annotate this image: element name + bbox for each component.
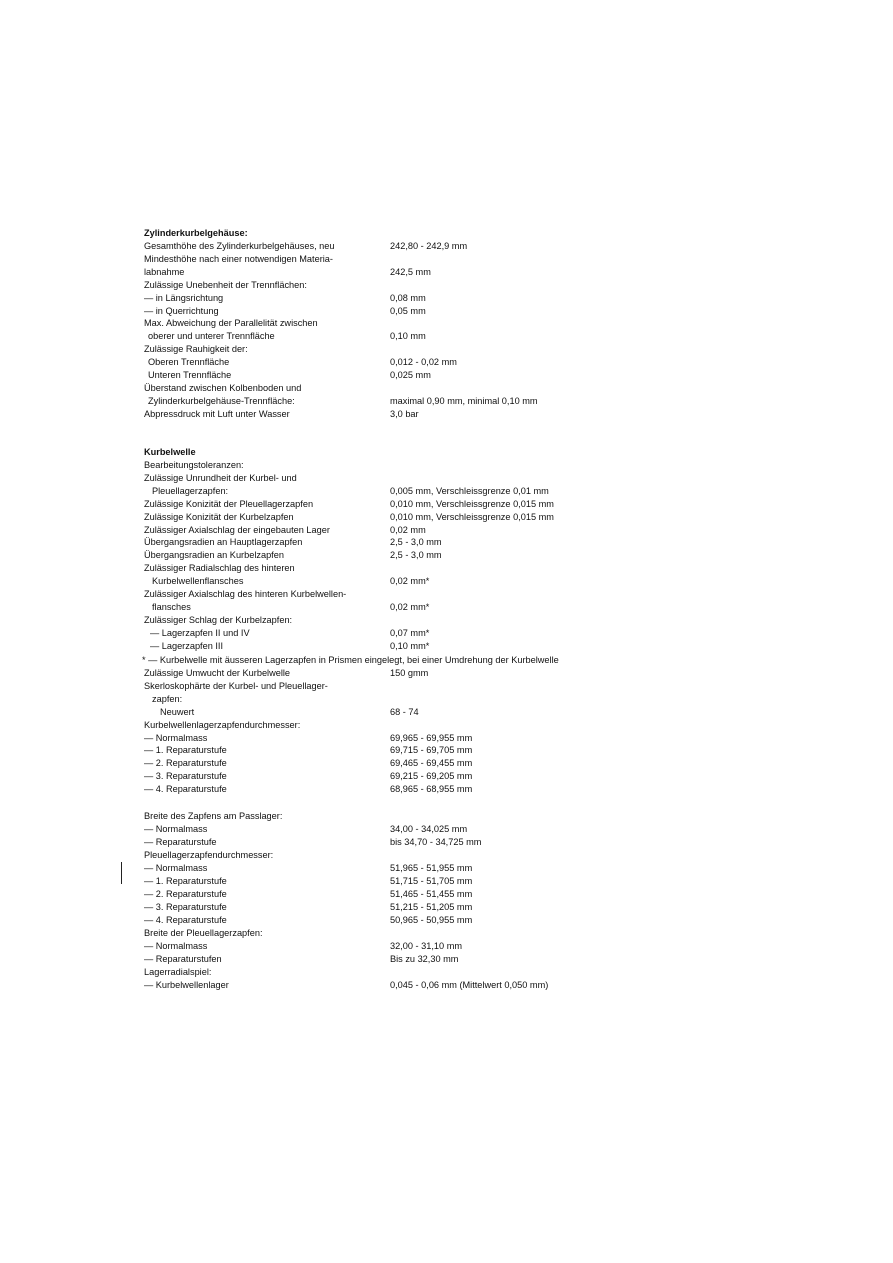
spec-label: Zulässige Konizität der Pleuellagerzapfen (144, 498, 314, 509)
spec-value: 242,5 mm (390, 266, 431, 277)
spec-label: Zulässiger Axialschlag der eingebauten Lager (144, 524, 330, 535)
spec-label: — 3. Reparaturstufe (144, 902, 227, 912)
spec-value: maximal 0,90 mm, minimal 0,10 mm (390, 395, 538, 406)
spec-label: Zulässige Konizität der Kurbelzapfen (144, 511, 294, 522)
spec-label: Unteren Trennfläche (148, 370, 232, 380)
spec-label: Bearbeitungstoleranzen: (144, 460, 244, 470)
section-heading-kurbelwelle: Kurbelwelle (144, 447, 196, 457)
spec-value: 0,02 mm (390, 524, 426, 535)
spec-label: — Lagerzapfen II und IV (150, 627, 250, 638)
spec-label: Überstand zwischen Kolbenboden und (144, 382, 302, 393)
spec-label: Zulässige Umwucht der Kurbelwelle (144, 668, 291, 678)
spec-label: — Reparaturstufe (144, 837, 217, 847)
spec-label: Breite des Zapfens am Passlager: (144, 811, 283, 821)
margin-change-bar (121, 862, 122, 884)
spec-value: 242,80 - 242,9 mm (390, 241, 468, 251)
spec-value: 51,465 - 51,455 mm (390, 889, 473, 899)
spec-value: 68 - 74 (390, 706, 419, 717)
spec-label: — Normalmass (144, 941, 208, 951)
spec-label: — 1. Reparaturstufe (144, 745, 227, 756)
spec-label: Pleuellagerzapfen: (152, 485, 229, 496)
spec-label: — Reparaturstufen (144, 954, 222, 964)
spec-value: 69,465 - 69,455 mm (390, 758, 473, 769)
spec-label: — 2. Reparaturstufe (144, 758, 227, 769)
spec-label: Gesamthöhe des Zylinderkurbelgehäuses, neu (144, 241, 335, 251)
spec-value: Bis zu 32,30 mm (390, 954, 459, 964)
spec-label: — Normalmass (144, 824, 208, 834)
spec-value: 51,715 - 51,705 mm (390, 876, 473, 886)
spec-label: Zulässiger Schlag der Kurbelzapfen: (144, 614, 293, 625)
spec-label: Kurbelwellenflansches (152, 576, 244, 587)
spec-label: flansches (152, 601, 191, 612)
spec-label: — in Längsrichtung (144, 292, 224, 303)
spec-value: 0,005 mm, Verschleissgrenze 0,01 mm (390, 485, 549, 496)
spec-value: 2,5 - 3,0 mm (390, 537, 442, 548)
footnote: * — Kurbelwelle mit äusseren Lagerzapfen in Prismen eingelegt, bei einer Umdrehung der Kurbelwelle (142, 655, 559, 665)
spec-value: 3,0 bar (390, 408, 419, 419)
spec-label: Zulässiger Axialschlag des hinteren Kurbelwellen- (144, 589, 347, 599)
spec-value: 51,215 - 51,205 mm (390, 902, 473, 912)
spec-label: Zulässige Unebenheit der Trennflächen: (144, 279, 307, 290)
spec-label: Abpressdruck mit Luft unter Wasser (144, 408, 290, 419)
spec-value: 0,10 mm* (390, 640, 430, 651)
spec-label: oberer und unterer Trennfläche (148, 331, 275, 342)
spec-label: labnahme (144, 266, 185, 277)
spec-label: Lagerradialspiel: (144, 967, 212, 977)
spec-value: 68,965 - 68,955 mm (390, 784, 473, 795)
spec-value: 0,010 mm, Verschleissgrenze 0,015 mm (390, 511, 554, 522)
spec-label: — 4. Reparaturstufe (144, 915, 227, 925)
spec-value: 69,215 - 69,205 mm (390, 771, 473, 782)
spec-label: — 2. Reparaturstufe (144, 889, 227, 899)
spec-value: 0,05 mm (390, 305, 426, 316)
spec-label: Mindesthöhe nach einer notwendigen Materia- (144, 253, 333, 264)
spec-value: 69,715 - 69,705 mm (390, 745, 473, 756)
spec-value: 0,08 mm (390, 292, 426, 303)
spec-value: 50,965 - 50,955 mm (390, 915, 473, 925)
spec-value: 0,02 mm* (390, 601, 430, 612)
spec-value: 0,025 mm (390, 370, 431, 380)
spec-label: Übergangsradien an Hauptlagerzapfen (144, 537, 303, 548)
spec-label: zapfen: (152, 693, 183, 704)
spec-label: Zulässige Unrundheit der Kurbel- und (144, 472, 297, 483)
spec-value: 0,07 mm* (390, 627, 430, 638)
spec-label: — in Querrichtung (144, 305, 219, 316)
spec-label: Übergangsradien an Kurbelzapfen (144, 550, 284, 561)
spec-value: 0,012 - 0,02 mm (390, 357, 457, 368)
spec-label: — Lagerzapfen III (150, 640, 224, 651)
section-heading-zylinderkurbelgehaeuse: Zylinderkurbelgehäuse: (144, 228, 248, 238)
spec-label: — Kurbelwellenlager (144, 980, 229, 990)
spec-value: 2,5 - 3,0 mm (390, 550, 442, 561)
spec-value: 0,045 - 0,06 mm (Mittelwert 0,050 mm) (390, 980, 549, 990)
spec-value: 34,00 - 34,025 mm (390, 824, 468, 834)
spec-value: 69,965 - 69,955 mm (390, 732, 473, 743)
spec-label: — 1. Reparaturstufe (144, 876, 227, 886)
spec-label: Zylinderkurbelgehäuse-Trennfläche: (148, 395, 295, 406)
spec-label: Neuwert (160, 706, 195, 717)
spec-label: Skerloskophärte der Kurbel- und Pleuellager- (144, 680, 328, 691)
spec-value: 0,02 mm* (390, 576, 430, 587)
spec-label: Breite der Pleuellagerzapfen: (144, 928, 263, 938)
spec-value: 0,10 mm (390, 331, 426, 342)
spec-value: 32,00 - 31,10 mm (390, 941, 463, 951)
spec-label: Zulässiger Radialschlag des hinteren (144, 563, 295, 574)
spec-value: bis 34,70 - 34,725 mm (390, 837, 482, 847)
spec-label: Pleuellagerzapfendurchmesser: (144, 850, 274, 860)
spec-value: 150 gmm (390, 668, 429, 678)
spec-value: 51,965 - 51,955 mm (390, 863, 473, 873)
spec-value: 0,010 mm, Verschleissgrenze 0,015 mm (390, 498, 554, 509)
spec-label: Oberen Trennfläche (148, 357, 230, 368)
spec-label: — 3. Reparaturstufe (144, 771, 227, 782)
spec-label: Max. Abweichung der Parallelität zwischen (144, 318, 318, 329)
spec-label: — Normalmass (144, 732, 208, 743)
spec-label: Kurbelwellenlagerzapfendurchmesser: (144, 719, 301, 730)
spec-label: Zulässige Rauhigkeit der: (144, 344, 248, 355)
spec-label: — 4. Reparaturstufe (144, 784, 227, 795)
spec-label: — Normalmass (144, 863, 208, 873)
